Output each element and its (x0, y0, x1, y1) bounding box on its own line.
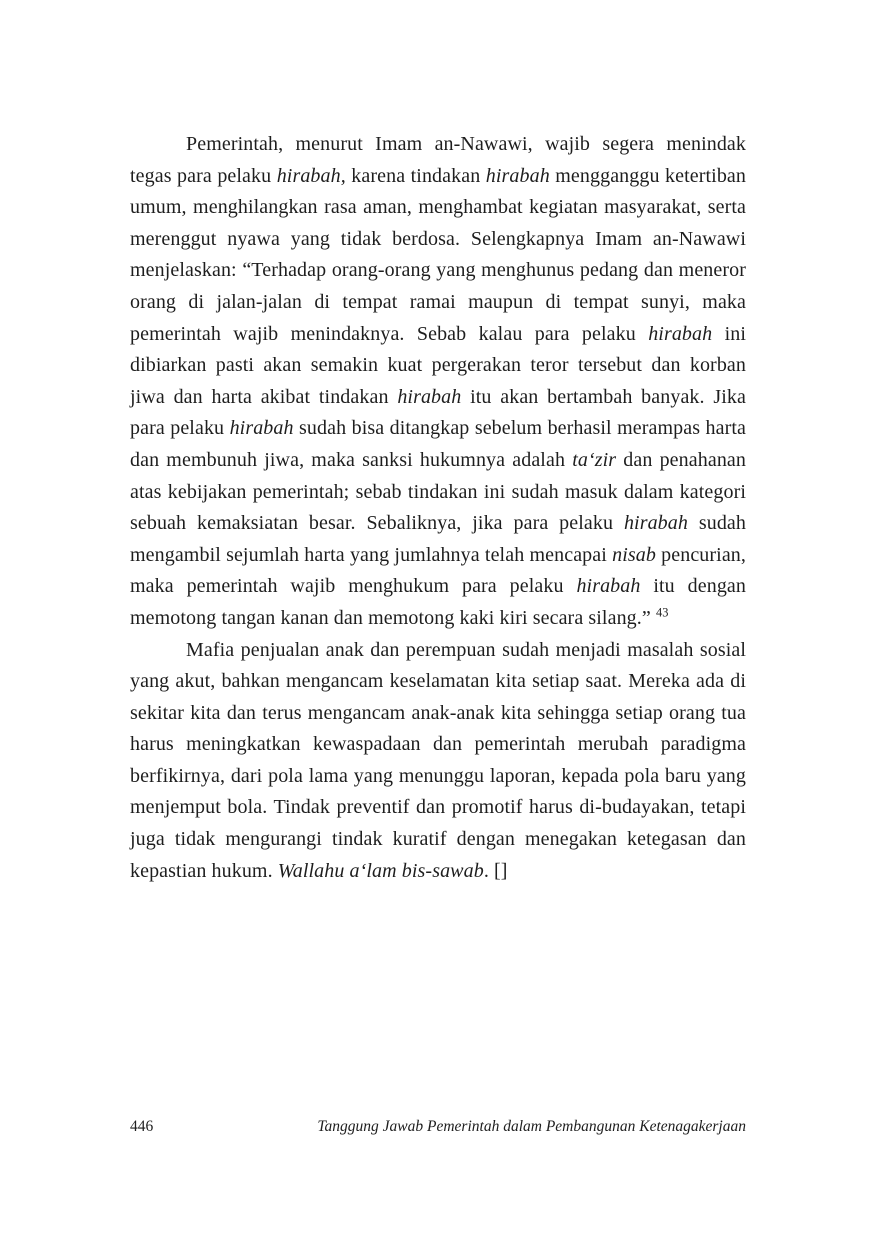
text-run: itu dengan memotong tangan kanan dan memotong kaki kiri secara silang.” (130, 575, 746, 629)
footnote-ref: 43 (655, 605, 669, 620)
text-run: ini dibiarkan pasti akan semakin kuat pergerakan teror tersebut dan korban jiwa dan harta akibat tindakan (130, 322, 746, 408)
text-run: hirabah (576, 575, 641, 598)
text-run: mengganggu ketertiban umum, menghilangkan rasa aman, menghambat kegiatan masyarakat, serta merenggut nyawa yang tidak berdosa. Selengkapnya Imam an-Nawawi menjelaskan: “Terhadap orang-orang yang menghunus pedang dan meneror orang di jalan-jalan di tempat ramai maupun di tempat sunyi, maka pemerintah wajib menindaknya. Sebab kalau para pelaku (130, 164, 746, 345)
text-run: dan penahanan atas kebijakan pemerintah; sebab tindakan ini sudah masuk dalam kategori sebuah kemaksiatan besar. Sebaliknya, jika para pelaku (130, 448, 746, 535)
text-run: pencurian, maka pemerintah wajib menghukum para pelaku (130, 543, 746, 598)
body-paragraph-2 (130, 635, 746, 888)
running-title: Tanggung Jawab Pemerintah dalam Pembangunan Ketenagakerjaan (317, 1118, 746, 1135)
text-run: nisab (612, 543, 656, 566)
text-run: . [] (483, 859, 508, 882)
text-run: hirabah, (276, 164, 346, 187)
body-paragraph-1 (130, 129, 746, 635)
text-run: hirabah (485, 164, 550, 187)
text-run: hirabah (648, 322, 713, 345)
text-run: Pemerintah, menurut Imam an-Nawawi, wajib segera menindak tegas para pelaku (130, 133, 746, 187)
text-run: Wallahu a‘lam bis-sawab (277, 859, 484, 882)
text-run: hirabah (397, 385, 462, 408)
text-run: hirabah (623, 512, 688, 535)
page-footer (130, 1117, 746, 1137)
text-run: ta‘zir (572, 448, 617, 471)
text-run: sudah bisa ditangkap sebelum berhasil merampas harta dan membunuh jiwa, maka sanksi hukumnya adalah (130, 417, 746, 471)
text-run: Mafia penjualan anak dan perempuan sudah menjadi masalah sosial yang akut, bahkan mengancam keselamatan kita setiap saat. Mereka ada di sekitar kita dan terus mengancam anak-anak kita sehingga setiap orang tua harus meningkatkan kewaspadaan dan pemerintah merubah paradigma berfikirnya, dari pola lama yang menunggu laporan, kepada pola baru yang menjemput bola. Tindak preventif dan promotif harus di-budayakan, tetapi juga tidak mengurangi tindak kuratif dengan menegakan ketegasan dan kepastian hukum. (130, 638, 746, 882)
page-number: 446 (130, 1118, 154, 1135)
text-run: hirabah (229, 417, 294, 440)
page-text (130, 129, 746, 887)
text-run: itu akan bertambah banyak. Jika para pelaku (130, 385, 746, 440)
text-run: karena tindakan (345, 164, 486, 187)
text-run: sudah mengambil sejumlah harta yang jumlahnya telah mencapai (130, 512, 746, 566)
